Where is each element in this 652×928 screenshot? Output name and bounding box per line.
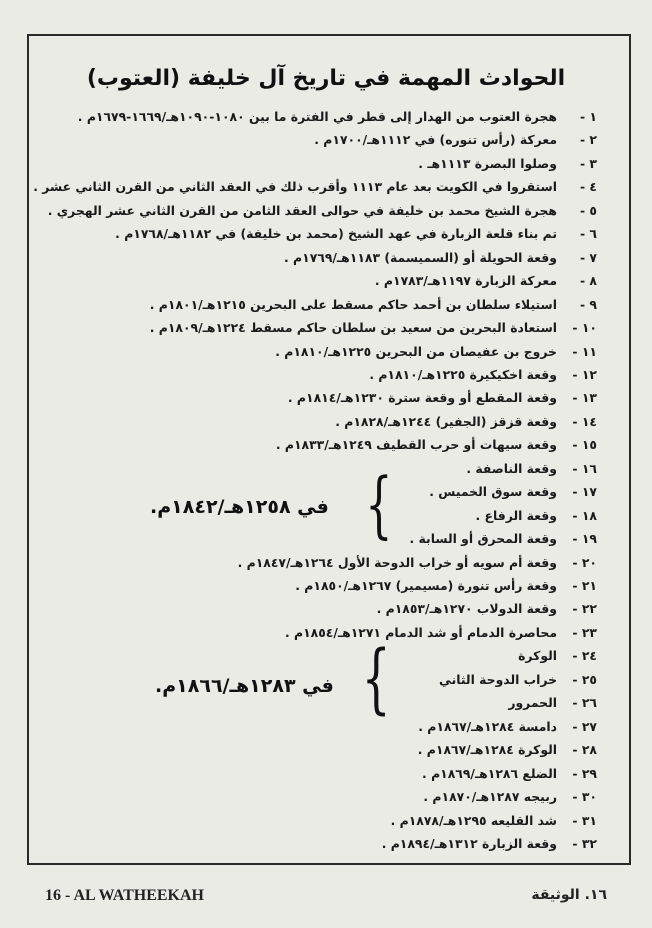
event-number: ٢٨ - [572,742,597,758]
event-text: وقعة الزبارة ١٣١٢هـ/١٨٩٤م . [381,835,557,851]
event-text: وقعة المحرق أو السابة . [409,531,557,547]
event-item [70,364,597,386]
event-text: استقروا في الكويت بعد عام ١١١٣ وأقرب ذلك في العقد الثاني من القرن الثاني عشر . [33,179,557,195]
event-item [70,528,597,550]
event-item [70,622,597,644]
event-number: ١٥ - [572,437,597,453]
event-text: الوكرة ١٢٨٤هـ/١٨٦٧م . [417,742,557,758]
event-text: وقعة الدولاب ١٢٧٠هـ/١٨٥٣م . [376,601,557,617]
footer-publication-en: 16 - AL WATHEEKAH [45,887,204,904]
page-title: الحوادث المهمة في تاريخ آل خليفة (العتوب) [86,66,566,91]
event-text: شد القليعه ١٢٩٥هـ/١٨٧٨م . [390,812,557,828]
event-item [70,645,597,667]
event-number: ١٤ - [572,413,597,429]
event-text: وقعة المقطع أو وقعة سترة ١٢٣٠هـ/١٨١٤م . [287,390,557,406]
event-number: ٤ - [579,179,597,195]
event-text: وصلوا البصرة ١١١٣هـ . [418,155,557,171]
event-number: ١٦ - [572,460,597,476]
event-number: ١٠ - [572,320,597,336]
event-number: ١٨ - [572,507,597,523]
event-item [70,223,597,245]
event-number: ٦ - [579,226,597,242]
event-item [33,176,597,198]
event-text: استعادة البحرين من سعيد بن سلطان حاكم مسقط ١٢٢٤هـ/١٨٠٩م . [149,320,557,336]
event-item [70,833,597,855]
event-text: وقعة سوق الخميس . [429,484,557,500]
event-text: وقعة قزقز (الجفير) ١٢٤٤هـ/١٨٢٨م . [335,413,557,429]
event-item [70,458,597,480]
event-text: خراب الدوحة الثاني [439,671,557,687]
event-item [70,270,597,292]
event-number: ٢ - [579,132,597,148]
event-text: الضلع ١٢٨٦هـ/١٨٦٩م . [422,765,557,781]
event-item [70,810,597,832]
event-text: دامسة ١٢٨٤هـ/١٨٦٧م . [418,718,557,734]
event-number: ٢٦ - [572,695,597,711]
event-item [70,411,597,433]
event-item [70,317,597,339]
event-text: استيلاء سلطان بن أحمد حاكم مسقط على البحرين ١٢١٥هـ/١٨٠١م . [149,296,557,312]
event-item [70,575,597,597]
event-item [47,200,597,222]
event-number: ٢١ - [572,578,597,593]
event-item [70,598,597,620]
event-number: ٢٢ - [572,601,597,617]
event-number: ٢٥ - [572,671,597,687]
event-number: ٨ - [579,273,597,289]
event-item [70,786,597,808]
group-date-1: في ١٢٥٨هـ/١٨٤٢م. [150,496,329,518]
event-item [70,247,597,269]
event-item [70,434,597,456]
event-item [70,106,597,128]
event-text: وقعة الحويلة أو (السميسمة) ١١٨٣هـ/١٧٦٩م . [284,249,557,265]
event-number: ٩ - [579,296,597,312]
event-number: ٢٣ - [572,624,597,640]
event-number: ٥ - [579,202,597,218]
event-number: ١٩ - [572,531,597,547]
event-text: معركة (رأس تنوره) في ١١١٢هـ/١٧٠٠م . [314,132,557,148]
event-item [70,341,597,363]
event-item [70,716,597,738]
event-number: ٣١ - [572,812,597,828]
event-text: خروج بن عفيصان من البحرين ١٢٢٥هـ/١٨١٠م . [275,343,557,359]
event-text: تم بناء قلعة الزبارة في عهد الشيخ (محمد بن خليفة) في ١١٨٢هـ/١٧٦٨م . [115,226,557,242]
group-brace-1: { [365,462,393,546]
group-brace-2: { [361,633,391,722]
event-text: محاصرة الدمام أو شد الدمام ١٢٧١هـ/١٨٥٤م . [284,624,557,640]
event-number: ١٢ - [572,366,597,382]
event-item [70,552,597,574]
event-text: هجرة العتوب من الهدار إلى قطر في الفترة ما بين ١٠٨٠-١٠٩٠هـ/١٦٦٩-١٦٧٩م . [77,109,557,124]
event-item [70,153,597,175]
event-text: وقعة الناصفة . [466,460,557,476]
event-number: ٢٩ - [572,765,597,781]
event-text: وقعة الرفاع . [475,507,557,523]
event-number: ٢٤ - [572,648,597,664]
event-item [70,387,597,409]
event-number: ١١ - [572,343,597,359]
event-number: ١ - [579,109,597,124]
event-text: ربيجه ١٢٨٧هـ/١٨٧٠م . [423,789,557,805]
event-text: هجرة الشيخ محمد بن خليفة في حوالى العقد الثامن من القرن الثاني عشر الهجري . [47,202,557,218]
event-text: معركة الزبارة ١١٩٧هـ/١٧٨٣م . [374,273,557,289]
event-text: وقعة أم سويه أو خراب الدوحة الأول ١٢٦٤هـ/١٨٤٧م . [237,554,557,570]
event-item [70,129,597,151]
event-text: وقعة اخكيكيرة ١٢٢٥هـ/١٨١٠م . [369,366,557,382]
event-number: ٢٠ - [572,554,597,570]
event-number: ١٣ - [572,390,597,406]
event-number: ٣ - [579,155,597,171]
event-text: الحمرور [508,695,557,711]
event-item [70,294,597,316]
event-number: ٧ - [579,249,597,265]
event-item [70,763,597,785]
event-number: ٣٠ - [572,789,597,805]
event-number: ٢٧ - [572,718,597,734]
event-item [70,739,597,761]
group-date-2: في ١٢٨٣هـ/١٨٦٦م. [155,675,334,697]
event-number: ١٧ - [572,484,597,500]
event-text: الوكرة [518,648,557,664]
event-number: ٣٢ - [572,835,597,851]
footer-publication-ar: ١٦. الوثيقة [531,887,607,903]
event-text: وقعة رأس تنورة (مسيمير) ١٢٦٧هـ/١٨٥٠م . [295,578,557,593]
event-text: وقعة سيهات أو حرب القطيف ١٢٤٩هـ/١٨٣٣م . [275,437,557,453]
